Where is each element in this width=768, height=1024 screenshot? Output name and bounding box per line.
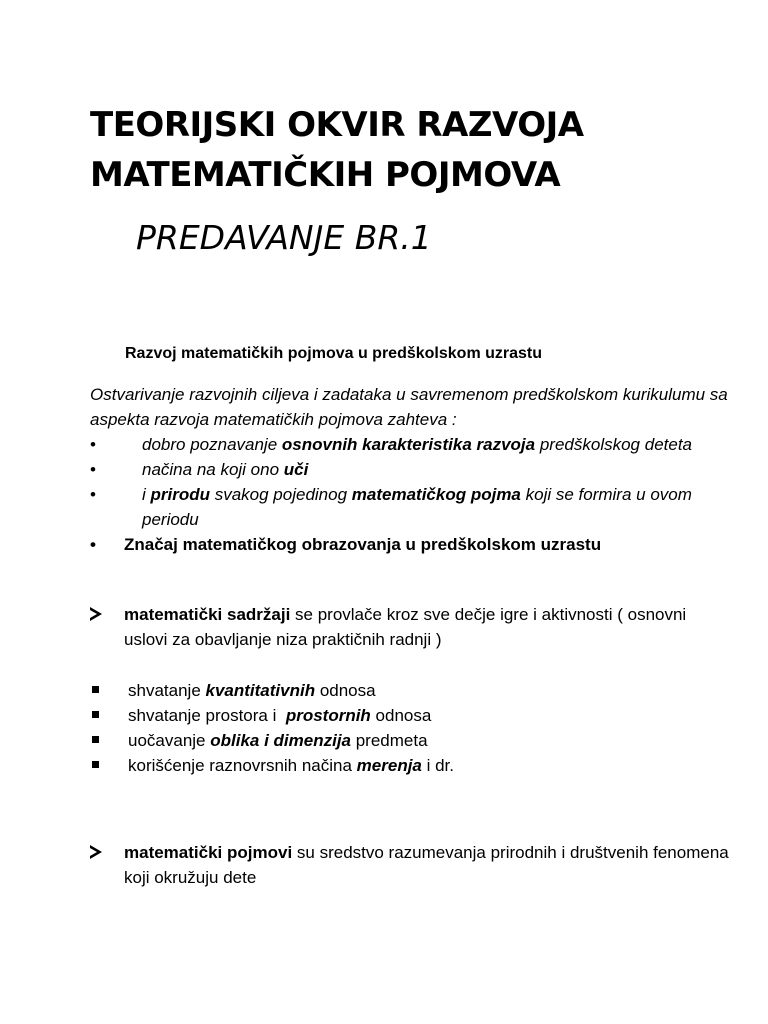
item-text-strong: Značaj matematičkog obrazovanja u predškolskom uzrastu <box>124 535 602 554</box>
item-text-pre: shvatanje prostora i <box>128 706 286 725</box>
arrow-bullet-icon <box>90 845 102 859</box>
item-text-bold: uči <box>283 460 309 479</box>
list-item <box>90 457 730 482</box>
arrow-bold-text: matematički pojmovi <box>124 843 293 862</box>
item-text-post: predškolskog deteta <box>535 435 693 454</box>
intro-paragraph <box>90 382 730 432</box>
square-bullet-icon <box>92 736 99 743</box>
skills-list <box>90 678 730 778</box>
item-text-bold: prostornih <box>285 706 371 725</box>
arrow-bold-text: matematički sadržaji <box>124 605 291 624</box>
item-text-mid: svakog pojedinog <box>210 485 352 504</box>
item-text-bold: osnovnih karakteristika razvoja <box>281 435 536 454</box>
intro-text: Ostvarivanje razvojnih ciljeva i zadataka u savremenom predškolskom kurikulumu sa aspekta razvoja matematičkih pojmova zahteva : <box>90 385 728 429</box>
arrow-rest-text: su sredstvo razumevanja prirodnih i društvenih fenomena koji okružuju dete <box>124 843 729 887</box>
list-item <box>90 728 730 753</box>
item-text-bold: kvantitativnih <box>205 681 316 700</box>
list-item <box>90 432 730 457</box>
item-text-pre: načina na koji ono <box>142 460 284 479</box>
arrow-rest-text: se provlače kroz sve dečje igre i aktivnosti ( osnovni uslovi za obavljanje niza praktičnih radnji ) <box>124 605 687 649</box>
item-text-post: odnosa <box>315 681 376 700</box>
item-text-pre: i <box>142 485 151 504</box>
title-line-2: MATEMATIČKIH POJMOVA <box>90 155 561 195</box>
arrow-bullet-icon <box>90 607 102 621</box>
item-text-post: i dr. <box>421 756 454 775</box>
item-text-pre: dobro poznavanje <box>142 435 282 454</box>
section-heading: Razvoj matematičkih pojmova u predškolskom uzrastu <box>125 345 543 362</box>
arrow-paragraph-2 <box>90 840 730 890</box>
arrow-paragraph-text <box>90 840 730 890</box>
item-text-post: odnosa <box>370 706 432 725</box>
bullet-icon: • <box>90 535 96 554</box>
list-item <box>90 753 730 778</box>
list-item <box>90 703 730 728</box>
page-title <box>90 100 584 200</box>
title-line-1: TEORIJSKI OKVIR RAZVOJA <box>90 105 584 145</box>
arrow-paragraph-text <box>90 602 730 652</box>
square-bullet-icon <box>92 686 99 693</box>
list-item <box>90 482 730 532</box>
requirements-list <box>90 432 730 557</box>
item-text-pre: shvatanje <box>128 681 206 700</box>
bullet-icon: • <box>90 485 96 504</box>
item-text-post: koji se formira u ovom periodu <box>142 485 692 529</box>
item-text-pre: korišćenje raznovrsnih načina <box>128 756 357 775</box>
list-item-heading <box>90 532 730 557</box>
square-bullet-icon <box>92 761 99 768</box>
item-text-bold-2: matematičkog pojma <box>351 485 521 504</box>
item-text-pre: uočavanje <box>128 731 211 750</box>
page-subtitle: PREDAVANJE BR.1 <box>136 218 432 257</box>
list-item <box>90 678 730 703</box>
item-text-post: predmeta <box>351 731 428 750</box>
bullet-icon: • <box>90 460 96 479</box>
item-text-bold: merenja <box>356 756 422 775</box>
item-text-bold: oblika i dimenzija <box>210 731 351 750</box>
square-bullet-icon <box>92 711 99 718</box>
bullet-icon: • <box>90 435 96 454</box>
item-text-bold: prirodu <box>150 485 210 504</box>
arrow-paragraph-1 <box>90 602 730 652</box>
